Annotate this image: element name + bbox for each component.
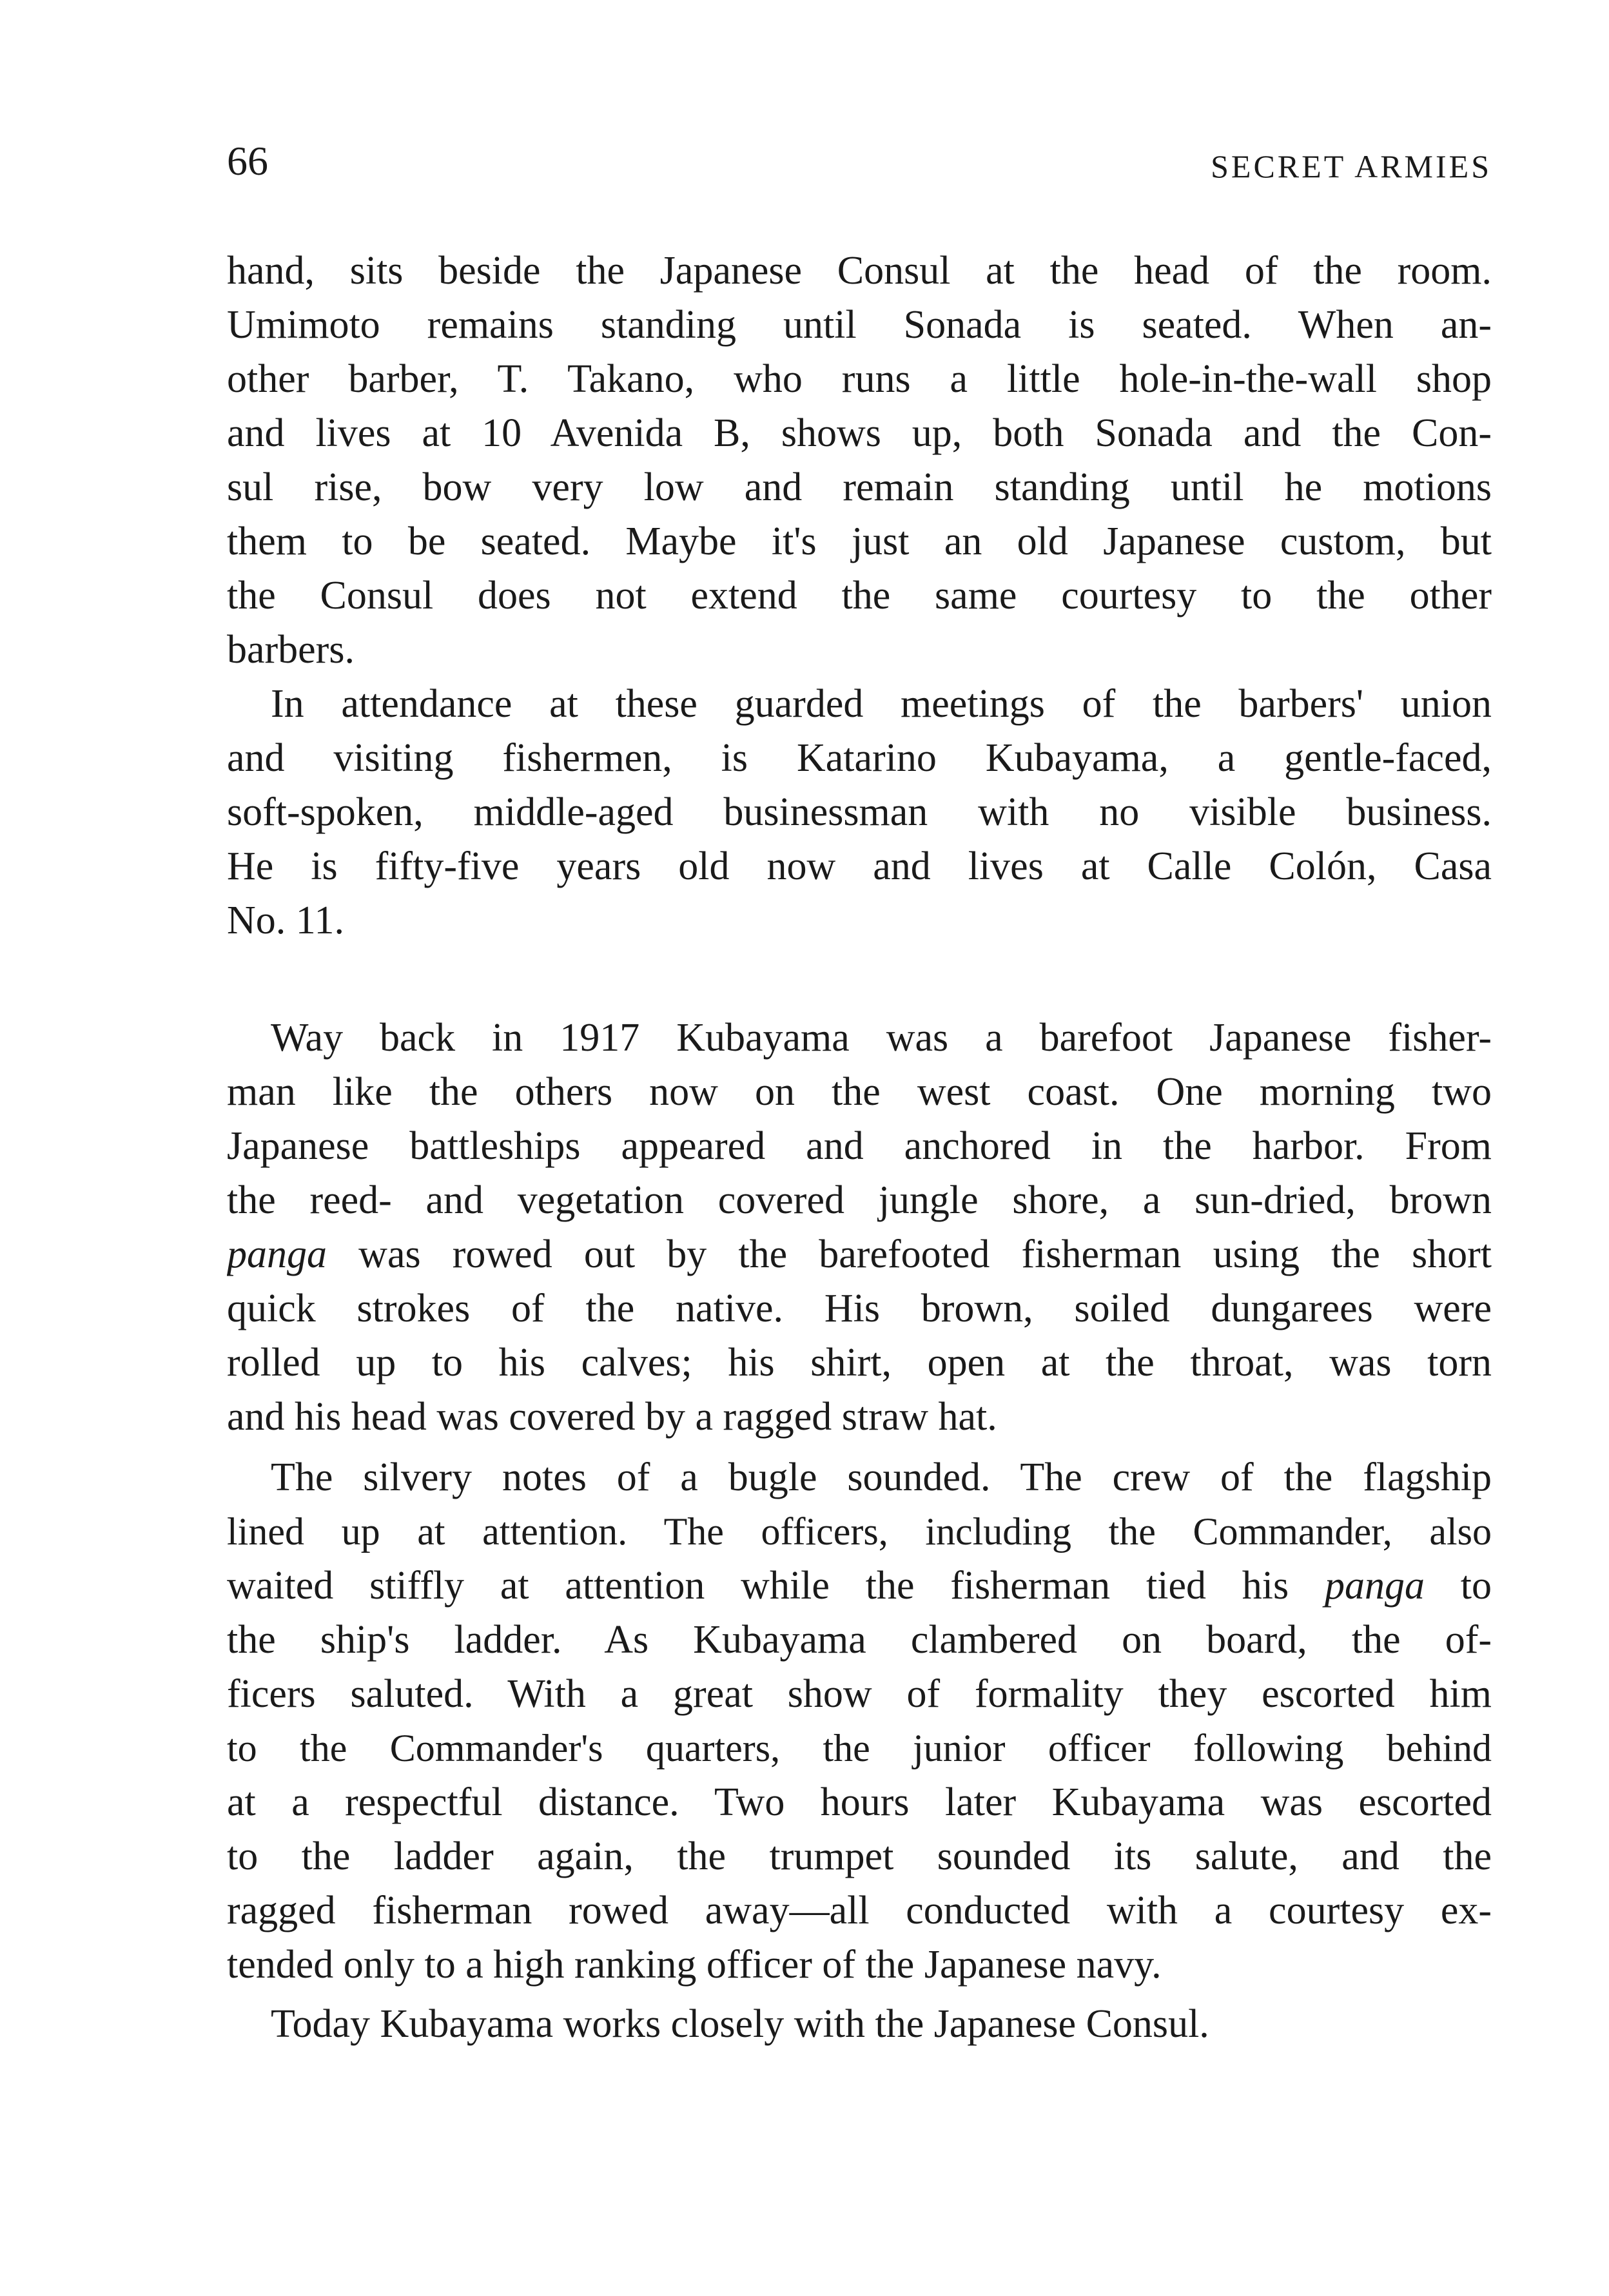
text-span: waited stiffly at attention while the fisherman tied his <box>227 1564 1289 1608</box>
paragraph-1 <box>227 244 1492 677</box>
text-span: was rowed out by the barefooted fisherman using the short <box>358 1232 1492 1276</box>
paragraph-5 <box>227 1997 1492 2051</box>
paragraph-4 <box>227 1450 1492 1992</box>
text-line: Way back in 1917 Kubayama was a barefoot Japanese fisher- <box>271 1016 1492 1060</box>
text-line: Today Kubayama works closely with the Japanese Consul. <box>271 2002 1209 2046</box>
text-line: at a respectful distance. Two hours later Kubayama was escorted <box>227 1780 1492 1824</box>
text-span: to <box>1460 1564 1492 1608</box>
text-line: other barber, T. Takano, who runs a little hole-in-the-wall shop <box>227 357 1492 401</box>
text-line: the ship's ladder. As Kubayama clambered on board, the of- <box>227 1618 1492 1662</box>
italic-word: panga <box>1324 1564 1425 1608</box>
page-header <box>227 132 1492 190</box>
text-line-with-italic <box>227 1559 1492 1613</box>
text-line: the reed- and vegetation covered jungle shore, a sun-dried, brown <box>227 1178 1492 1222</box>
text-line: and lives at 10 Avenida B, shows up, both Sonada and the Con- <box>227 411 1492 455</box>
text-line: In attendance at these guarded meetings of the barbers' union <box>271 682 1492 726</box>
running-head: SECRET ARMIES <box>1211 148 1492 184</box>
paragraph-2 <box>227 677 1492 948</box>
text-line: sul rise, bow very low and remain standing until he motions <box>227 465 1492 509</box>
text-line: barbers. <box>227 628 355 672</box>
text-line: Japanese battleships appeared and anchored in the harbor. From <box>227 1124 1492 1168</box>
page-number: 66 <box>227 138 268 184</box>
text-line: tended only to a high ranking officer of the Japanese navy. <box>227 1943 1162 1987</box>
text-line: to the Commander's quarters, the junior officer following behind <box>227 1727 1492 1769</box>
text-line: rolled up to his calves; his shirt, open at the throat, was torn <box>227 1341 1492 1385</box>
text-line: to the ladder again, the trumpet sounded its salute, and the <box>227 1834 1492 1878</box>
text-line: Umimoto remains standing until Sonada is seated. When an- <box>227 303 1492 347</box>
text-line: No. 11. <box>227 899 344 942</box>
text-line-with-italic <box>227 1227 1492 1281</box>
italic-word: panga <box>227 1232 327 1276</box>
text-line: hand, sits beside the Japanese Consul at the head of the room. <box>227 249 1492 293</box>
text-line: and his head was covered by a ragged straw hat. <box>227 1395 997 1439</box>
text-line: soft-spoken, middle-aged businessman with no visible business. <box>227 790 1492 834</box>
text-line: The silvery notes of a bugle sounded. The crew of the flagship <box>271 1455 1492 1499</box>
text-line: and visiting fishermen, is Katarino Kubayama, a gentle-faced, <box>227 736 1492 780</box>
text-line: lined up at attention. The officers, including the Commander, also <box>227 1510 1492 1553</box>
text-line: them to be seated. Maybe it's just an old Japanese custom, but <box>227 520 1492 563</box>
paragraph-3 <box>227 1011 1492 1444</box>
text-line: He is fifty-five years old now and lives at Calle Colón, Casa <box>227 844 1492 888</box>
text-line: ficers saluted. With a great show of formality they escorted him <box>227 1672 1492 1716</box>
text-line: man like the others now on the west coast. One morning two <box>227 1070 1492 1114</box>
text-line: the Consul does not extend the same courtesy to the other <box>227 574 1492 618</box>
text-line: ragged fisherman rowed away—all conducted with a courtesy ex- <box>227 1889 1492 1932</box>
text-line: quick strokes of the native. His brown, soiled dungarees were <box>227 1287 1492 1330</box>
